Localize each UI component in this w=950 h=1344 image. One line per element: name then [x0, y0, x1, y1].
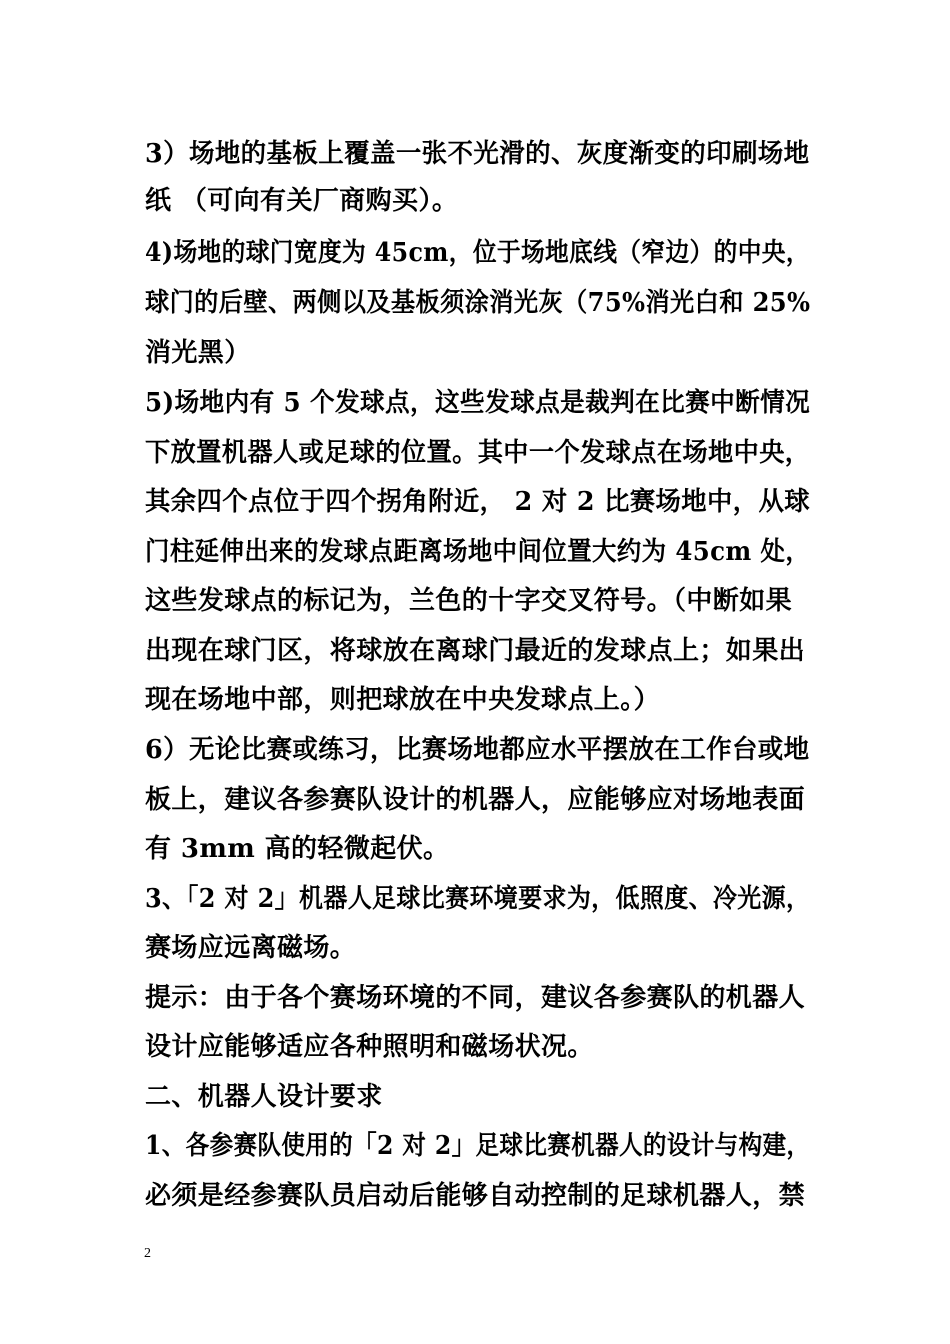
- text-line: 消光黑）: [145, 338, 251, 368]
- text-line: 有 3mm 高的轻微起伏。: [145, 834, 450, 864]
- text-line: 必须是经参赛队员启动后能够自动控制的足球机器人，禁: [145, 1181, 806, 1211]
- page-number: 2: [144, 1246, 151, 1261]
- text-line: 纸 （可向有关厂商购买）。: [145, 186, 459, 216]
- text-line: 其余四个点位于四个拐角附近， 2 对 2 比赛场地中，从球: [145, 487, 811, 517]
- text-line: 球门的后壁、两侧以及基板须涂消光灰（75%消光白和 25%: [145, 288, 811, 318]
- text-line: 门柱延伸出来的发球点距离场地中间位置大约为 45cm 处，: [145, 537, 811, 567]
- text-line: 现在场地中部，则把球放在中央发球点上。）: [145, 685, 661, 715]
- text-line: 6）无论比赛或练习，比赛场地都应水平摆放在工作台或地: [145, 735, 810, 765]
- text-line: 这些发球点的标记为，兰色的十字交叉符号。（中断如果: [145, 586, 793, 616]
- text-line: 4)场地的球门宽度为 45cm，位于场地底线（窄边）的中央，: [145, 238, 810, 268]
- text-line: 3、「2 对 2」机器人足球比赛环境要求为，低照度、冷光源，: [145, 884, 811, 914]
- text-line: 设计应能够适应各种照明和磁场状况。: [145, 1032, 594, 1062]
- text-line: 板上，建议各参赛队设计的机器人，应能够应对场地表面: [145, 785, 806, 815]
- text-line: 提示：由于各个赛场环境的不同，建议各参赛队的机器人: [145, 983, 806, 1013]
- text-line: 下放置机器人或足球的位置。其中一个发球点在场地中央，: [145, 438, 811, 468]
- text-line: 3）场地的基板上覆盖一张不光滑的、灰度渐变的印刷场地: [145, 139, 810, 169]
- text-line: 出现在球门区，将球放在离球门最近的发球点上；如果出: [145, 636, 806, 666]
- text-line: 5)场地内有 5 个发球点，这些发球点是裁判在比赛中断情况: [145, 388, 811, 418]
- text-line: 赛场应远离磁场。: [145, 933, 357, 963]
- text-line: 1、各参赛队使用的「2 对 2」足球比赛机器人的设计与构建，: [145, 1131, 811, 1161]
- section-heading: 二、机器人设计要求: [145, 1082, 383, 1112]
